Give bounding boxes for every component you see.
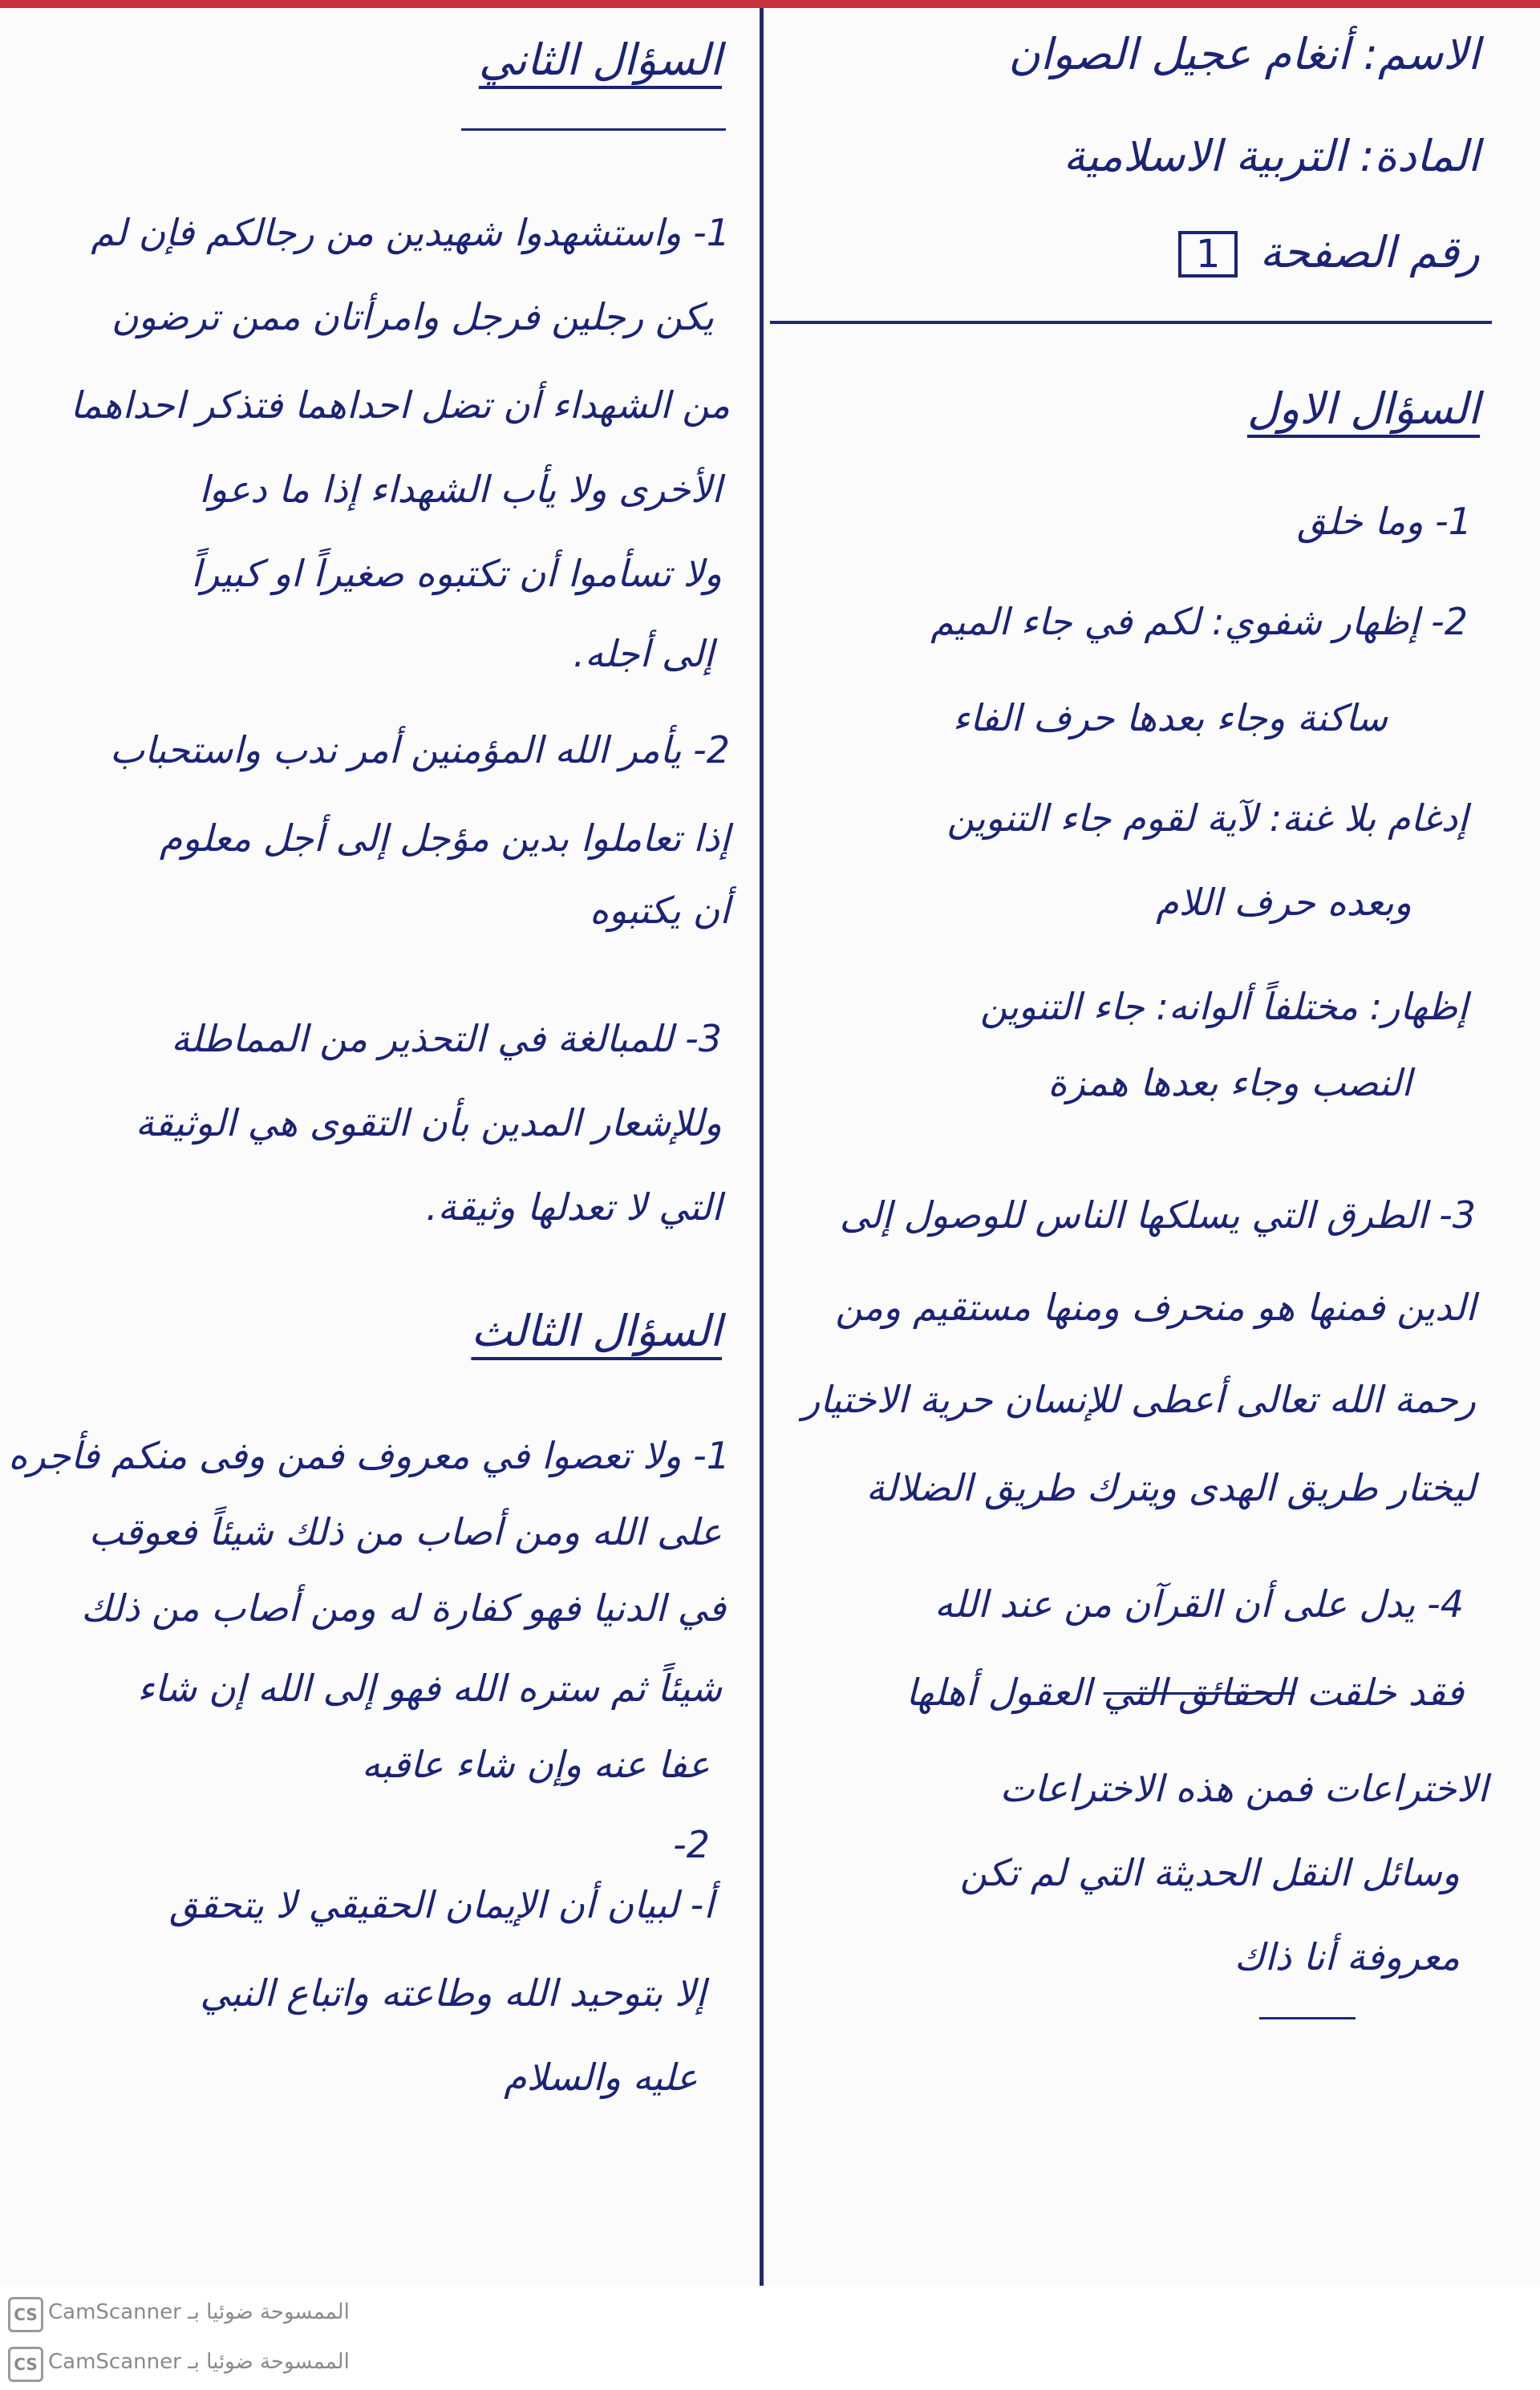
answer-line: التي لا تعدلها وثيقة.	[426, 1185, 722, 1229]
answer-line: 2-	[673, 1823, 710, 1866]
title-underline	[461, 128, 726, 131]
answer-line: وسائل النقل الحديثة التي لم تكن	[959, 1851, 1460, 1894]
answer-line: 1- واستشهدوا شهيدين من رجالكم فإن لم	[91, 211, 730, 254]
answer-line: إذا تعاملوا بدين مؤجل إلى أجل معلوم	[159, 816, 730, 860]
answer-line: من الشهداء أن تضل احداهما فتذكر احداهما	[70, 383, 730, 427]
answer-line: ساكنة وجاء بعدها حرف الفاء	[952, 696, 1388, 739]
answer-line: 2- يأمر الله المؤمنين أمر ندب واستحباب	[109, 728, 730, 772]
answer-line: الدين فمنها هو منحرف ومنها مستقيم ومن	[835, 1286, 1476, 1329]
answer-line: 3- للمبالغة في التحذير من المماطلة	[171, 1017, 722, 1060]
page-number-box: 1	[1178, 231, 1238, 277]
struck-text: الحقائق التي	[1103, 1671, 1295, 1714]
answer-line: 4- يدل على أن القرآن من عند الله	[934, 1582, 1464, 1626]
scanner-text: CamScanner الممسوحة ضوئيا بـ	[48, 2350, 350, 2374]
answer-line: أ- لبيان أن الإيمان الحقيقي لا يتحقق	[169, 1883, 714, 1926]
answer-line: 1- وما خلق	[1296, 500, 1472, 543]
answer-line: الاختراعات فمن هذه الاختراعات	[999, 1767, 1488, 1810]
answer-line: إلا بتوحيد الله وطاعته واتباع النبي	[200, 1971, 706, 2015]
answer-line: عفا عنه وإن شاء عاقبه	[361, 1743, 710, 1786]
answer-line: يكن رجلين فرجل وامرأتان ممن ترضون	[111, 295, 714, 338]
camscanner-logo-icon: CS	[8, 2347, 43, 2382]
answer-line: وللإشعار المدين بأن التقوى هي الوثيقة	[135, 1101, 722, 1144]
question-1-title: السؤال الاول	[1246, 383, 1480, 434]
answer-line: عليه والسلام	[504, 2056, 698, 2099]
answer-line: معروفة أنا ذاك	[1234, 1935, 1460, 1979]
scanner-watermark	[0, 2342, 417, 2387]
answer-line: ولا تسأموا أن تكتبوه صغيراً او كبيراً	[191, 552, 722, 595]
answer-line: إلى أجله.	[573, 632, 714, 675]
answer-line: أن يكتبوه	[589, 889, 730, 932]
answer-line: 1- ولا تعصوا في معروف فمن وفى منكم فأجره	[8, 1434, 730, 1477]
scanner-text: CamScanner الممسوحة ضوئيا بـ	[48, 2300, 350, 2324]
answer-line: 3- الطرق التي يسلكها الناس للوصول إلى	[839, 1193, 1476, 1237]
answer-line: إدغام بلا غنة: لآية لقوم جاء التنوين	[946, 796, 1468, 840]
page-label: رقم الصفحة	[1259, 227, 1480, 277]
student-name: الاسم: أنغام عجيل الصوان	[1008, 29, 1480, 79]
question-2-title: السؤال الثاني	[478, 34, 722, 85]
column-divider	[760, 8, 764, 2286]
answer-line: رحمة الله تعالى أعطى للإنسان حرية الاختيار	[802, 1378, 1476, 1421]
answer-line: إظهار: مختلفاً ألوانه: جاء التنوين	[979, 985, 1468, 1028]
header-separator	[770, 321, 1492, 324]
answer-line: الأخرى ولا يأب الشهداء إذا ما دعوا	[199, 468, 722, 511]
answer-line: شيئاً ثم ستره الله فهو إلى الله إن شاء	[137, 1667, 722, 1710]
answer-line: 2- إظهار شفوي: لكم في جاء الميم	[930, 600, 1468, 643]
answer-line: ليختار طريق الهدى ويترك طريق الضلالة	[865, 1466, 1476, 1509]
page-number-line	[1178, 229, 1480, 277]
subject-line: المادة: التربية الاسلامية	[1063, 131, 1480, 181]
pen-stroke	[1259, 2017, 1356, 2019]
scanner-watermark	[0, 2292, 417, 2337]
answer-line: على الله ومن أصاب من ذلك شيئاً فعوقب	[88, 1510, 722, 1554]
question-3-title: السؤال الثالث	[471, 1306, 722, 1356]
top-red-band	[0, 0, 1540, 8]
answer-line-text: فقد خلقت الحقائق التي العقول أهلها	[906, 1671, 1464, 1714]
answer-line: النصب وجاء بعدها همزة	[1048, 1061, 1412, 1104]
answer-line	[906, 1672, 1464, 1713]
answer-line: في الدنيا فهو كفارة له ومن أصاب من ذلك	[80, 1586, 726, 1630]
camscanner-logo-icon: CS	[8, 2297, 43, 2332]
answer-line: وبعده حرف اللام	[1156, 881, 1412, 924]
